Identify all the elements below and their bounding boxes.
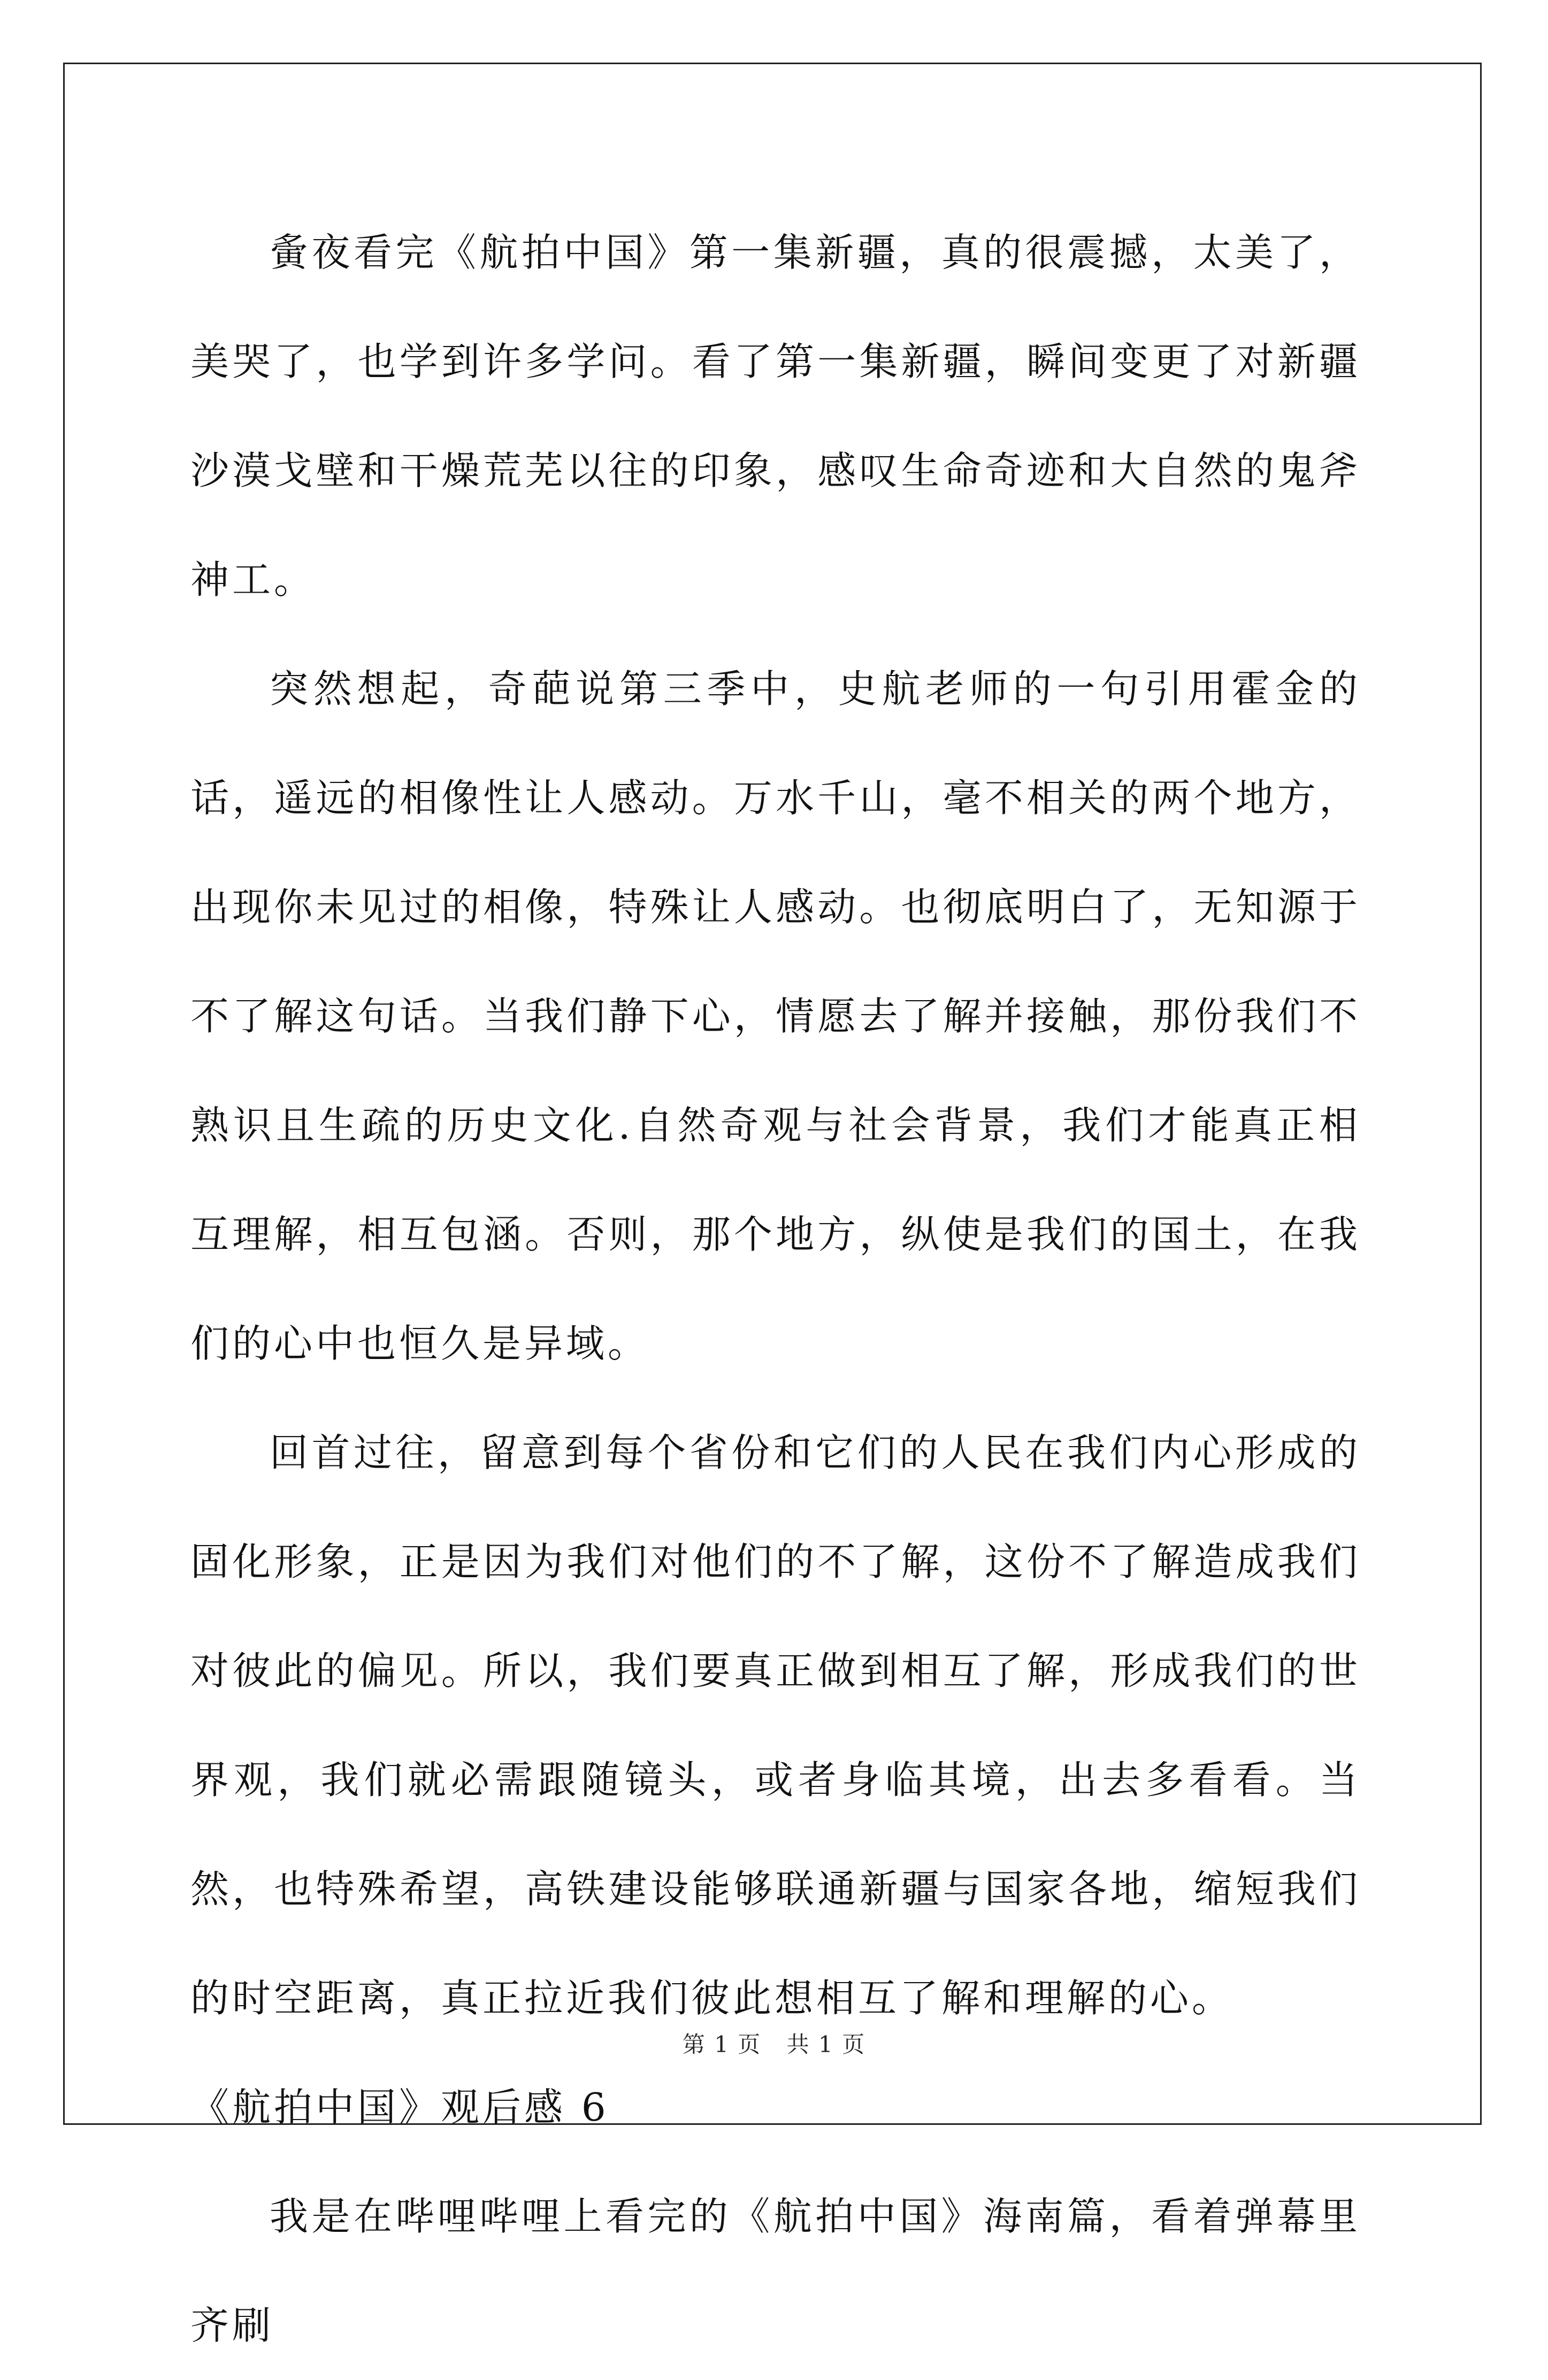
paragraph-1: 夤夜看完《航拍中国》第一集新疆，真的很震撼，太美了，美哭了，也学到许多学问。看了第一集新疆，瞬间变更了对新疆沙漠戈壁和干燥荒芜以往的印象，感叹生命奇迹和大自然的鬼斧神工。 — [190, 230, 1361, 602]
section-heading: 《航拍中国》观后感 6 — [190, 2085, 609, 2130]
paragraph-3: 回首过往，留意到每个省份和它们的人民在我们内心形成的固化形象，正是因为我们对他们的不了解，这份不了解造成我们对彼此的偏见。所以，我们要真正做到相互了解，形成我们的世界观，我们就必需跟随镜头，或者身临其境，出去多看看。当然，也特殊希望，高铁建设能够联通新疆与国家各地，缩短我们的时空距离，真正拉近我们彼此想相互了解和理解的心。 — [190, 1430, 1361, 2021]
page-number-current: 第 1 页 — [682, 2031, 762, 2057]
page-footer — [0, 2027, 1548, 2059]
page-number-total: 共 1 页 — [786, 2031, 866, 2057]
paragraph-4: 我是在哔哩哔哩上看完的《航拍中国》海南篇，看着弹幕里齐刷 — [190, 2194, 1361, 2348]
paragraph-2: 突然想起，奇葩说第三季中，史航老师的一句引用霍金的话，遥远的相像性让人感动。万水千山，毫不相关的两个地方，出现你未见过的相像，特殊让人感动。也彻底明白了，无知源于不了解这句话。当我们静下心，情愿去了解并接触，那份我们不熟识且生疏的历史文化.自然奇观与社会背景，我们才能真正相互理解，相互包涵。否则，那个地方，纵使是我们的国土，在我们的心中也恒久是异域。 — [190, 666, 1361, 1366]
